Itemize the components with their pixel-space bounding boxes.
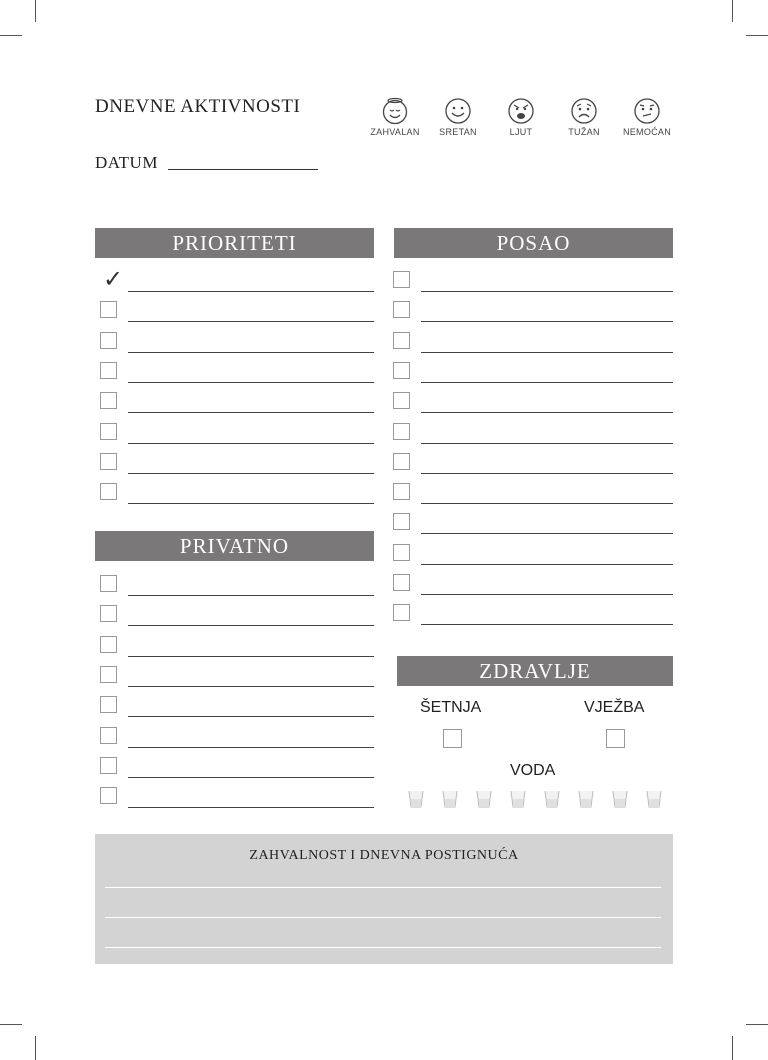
write-line[interactable] (421, 382, 673, 383)
mood-label: NEMOĆAN (622, 127, 672, 137)
write-line[interactable] (128, 443, 374, 444)
write-line[interactable] (421, 352, 673, 353)
write-line[interactable] (421, 564, 673, 565)
water-glass-icon[interactable] (646, 790, 662, 813)
water-glass-icon[interactable] (442, 790, 458, 813)
crop-mark (732, 1036, 733, 1060)
exercise-label: VJEŽBA (584, 699, 645, 716)
crop-mark (0, 1024, 22, 1025)
checkbox[interactable] (100, 605, 117, 622)
list-item[interactable] (95, 389, 374, 419)
mood-label: LJUT (509, 127, 533, 137)
list-item[interactable] (95, 480, 374, 510)
checkbox[interactable] (100, 727, 117, 744)
crop-mark (35, 0, 36, 22)
exercise-checkbox[interactable] (606, 729, 625, 748)
list-item[interactable] (388, 541, 673, 571)
write-line[interactable] (128, 777, 374, 778)
gratitude-line[interactable] (105, 947, 661, 948)
sad-face-icon (570, 97, 598, 125)
write-line[interactable] (128, 412, 374, 413)
checkbox[interactable] (393, 271, 410, 288)
list-item[interactable] (95, 633, 374, 663)
list-item[interactable] (388, 571, 673, 601)
checkbox[interactable] (393, 301, 410, 318)
checkbox[interactable] (393, 362, 410, 379)
write-line[interactable] (128, 807, 374, 808)
list-item[interactable] (388, 389, 673, 419)
water-glass-icon[interactable] (408, 790, 424, 813)
gratitude-line[interactable] (105, 887, 661, 888)
write-line[interactable] (421, 624, 673, 625)
prioriteti-header: PRIORITETI (95, 228, 374, 258)
smiling-face-icon (444, 97, 472, 125)
write-line[interactable] (128, 686, 374, 687)
write-line[interactable] (128, 503, 374, 504)
checkbox[interactable] (100, 636, 117, 653)
list-item[interactable] (95, 693, 374, 723)
list-item[interactable] (95, 329, 374, 359)
checkbox[interactable] (100, 362, 117, 379)
list-item[interactable] (95, 420, 374, 450)
water-glass-icon[interactable] (544, 790, 560, 813)
mood-tuzan[interactable] (554, 97, 614, 137)
privatno-header: PRIVATNO (95, 531, 374, 561)
water-glass-icon[interactable] (476, 790, 492, 813)
checkbox[interactable] (100, 265, 124, 293)
checkbox[interactable] (393, 574, 410, 591)
checkbox[interactable] (393, 483, 410, 500)
checkbox[interactable] (393, 392, 410, 409)
write-line[interactable] (128, 595, 374, 596)
checkbox[interactable] (100, 392, 117, 409)
checkbox[interactable] (100, 301, 117, 318)
list-item[interactable] (95, 450, 374, 480)
write-line[interactable] (421, 412, 673, 413)
checkbox[interactable] (393, 513, 410, 530)
checkbox[interactable] (393, 423, 410, 440)
write-line[interactable] (128, 716, 374, 717)
crop-mark (35, 1036, 36, 1060)
write-line[interactable] (421, 321, 673, 322)
list-item[interactable] (388, 420, 673, 450)
mood-label: TUŽAN (568, 127, 600, 137)
list-item[interactable] (95, 754, 374, 784)
list-item[interactable] (95, 663, 374, 693)
checkbox[interactable] (100, 787, 117, 804)
write-line[interactable] (128, 291, 374, 292)
checkbox[interactable] (100, 332, 117, 349)
checkbox[interactable] (393, 544, 410, 561)
confused-face-icon (633, 97, 661, 125)
write-line[interactable] (128, 321, 374, 322)
write-line[interactable] (421, 533, 673, 534)
crop-mark (0, 35, 22, 36)
write-line[interactable] (128, 352, 374, 353)
checkbox[interactable] (100, 453, 117, 470)
checkbox[interactable] (393, 453, 410, 470)
checkbox[interactable] (100, 696, 117, 713)
write-line[interactable] (421, 594, 673, 595)
write-line[interactable] (128, 625, 374, 626)
list-item[interactable] (95, 572, 374, 602)
water-glass-icon[interactable] (612, 790, 628, 813)
list-item[interactable] (388, 601, 673, 631)
gratitude-title: ZAHVALNOST I DNEVNA POSTIGNUĆA (249, 848, 519, 863)
mood-nemocan[interactable] (617, 97, 677, 137)
list-item[interactable] (388, 268, 673, 298)
walk-label: ŠETNJA (420, 699, 482, 716)
posao-header: POSAO (394, 228, 673, 258)
mood-sretan[interactable] (428, 97, 488, 137)
crop-mark (732, 0, 733, 22)
list-item[interactable] (95, 784, 374, 814)
list-item[interactable] (95, 602, 374, 632)
mood-label: SRETAN (439, 127, 477, 137)
write-line[interactable] (128, 747, 374, 748)
checkbox[interactable] (100, 483, 117, 500)
mood-zahvalan[interactable] (365, 97, 425, 137)
gratitude-box (95, 834, 673, 964)
checkbox[interactable] (393, 604, 410, 621)
checkbox[interactable] (100, 423, 117, 440)
angry-face-icon (507, 97, 535, 125)
angel-face-icon (381, 97, 409, 125)
water-glass-icon[interactable] (578, 790, 594, 813)
mood-label: ZAHVALAN (370, 127, 420, 137)
crop-mark (746, 1024, 768, 1025)
water-glass-icon[interactable] (510, 790, 526, 813)
checkbox[interactable] (100, 575, 117, 592)
list-item[interactable] (95, 359, 374, 389)
write-line[interactable] (128, 656, 374, 657)
write-line[interactable] (421, 503, 673, 504)
list-item[interactable] (95, 724, 374, 754)
list-item[interactable] (388, 510, 673, 540)
zdravlje-header: ZDRAVLJE (397, 656, 673, 686)
write-line[interactable] (128, 382, 374, 383)
page-title: DNEVNE AKTIVNOSTI (95, 96, 301, 117)
checkbox[interactable] (100, 666, 117, 683)
list-item[interactable] (388, 298, 673, 328)
write-line[interactable] (421, 291, 673, 292)
date-label: DATUM (95, 153, 158, 172)
crop-mark (746, 35, 768, 36)
checkbox[interactable] (100, 757, 117, 774)
list-item[interactable] (95, 298, 374, 328)
gratitude-line[interactable] (105, 917, 661, 918)
date-field[interactable] (168, 169, 318, 170)
list-item[interactable] (388, 450, 673, 480)
list-item[interactable] (95, 265, 374, 298)
checkmark-icon: ✓ (103, 265, 124, 293)
write-line[interactable] (421, 473, 673, 474)
walk-checkbox[interactable] (443, 729, 462, 748)
list-item[interactable] (388, 359, 673, 389)
checkbox[interactable] (393, 332, 410, 349)
list-item[interactable] (388, 480, 673, 510)
list-item[interactable] (388, 329, 673, 359)
write-line[interactable] (421, 443, 673, 444)
write-line[interactable] (128, 473, 374, 474)
mood-ljut[interactable] (491, 97, 551, 137)
water-label: VODA (510, 762, 556, 779)
